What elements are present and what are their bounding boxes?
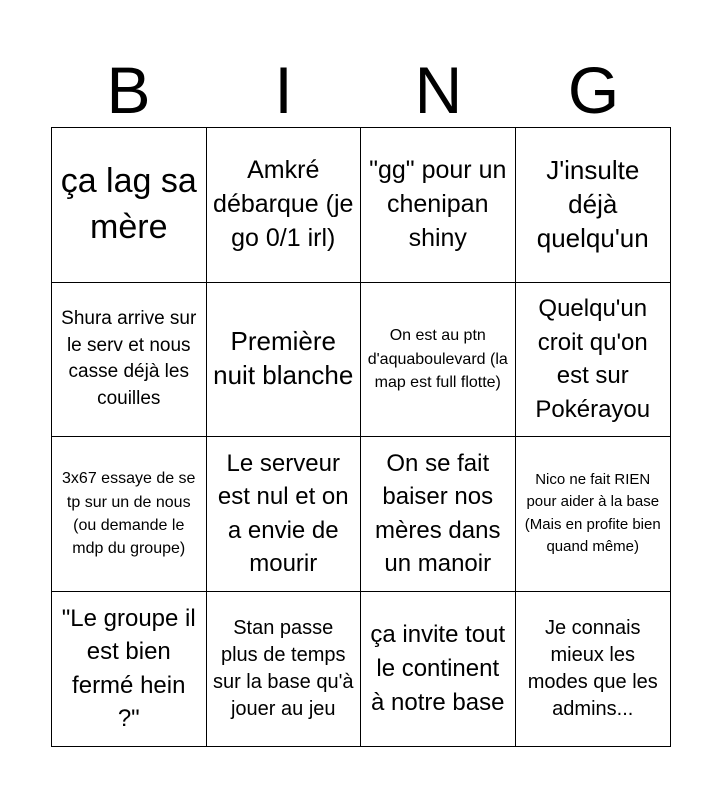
bingo-cell[interactable]: J'insulte déjà quelqu'un — [516, 128, 671, 283]
bingo-cell[interactable]: On est au ptn d'aquaboulevard (la map est full flotte) — [361, 283, 516, 438]
header-letter-g: G — [567, 53, 620, 127]
bingo-cell[interactable]: Le serveur est nul et on a envie de mourir — [207, 437, 362, 592]
bingo-board — [51, 127, 671, 747]
header-letter-b: B — [106, 53, 151, 127]
bingo-cell[interactable]: ça invite tout le continent à notre base — [361, 592, 516, 747]
bingo-cell[interactable]: Quelqu'un croit qu'on est sur Pokérayou — [516, 283, 671, 438]
header-letter-i: I — [274, 53, 293, 127]
bingo-cell[interactable]: 3x67 essaye de se tp sur un de nous (ou demande le mdp du groupe) — [52, 437, 207, 592]
bingo-cell[interactable]: On se fait baiser nos mères dans un manoir — [361, 437, 516, 592]
bingo-cell[interactable]: Shura arrive sur le serv et nous casse déjà les couilles — [52, 283, 207, 438]
bingo-cell[interactable]: "gg" pour un chenipan shiny — [361, 128, 516, 283]
bingo-cell[interactable]: "Le groupe il est bien fermé hein ?" — [52, 592, 207, 747]
bingo-cell[interactable]: Première nuit blanche — [207, 283, 362, 438]
bingo-cell[interactable]: Amkré débarque (je go 0/1 irl) — [207, 128, 362, 283]
header-letter-n: N — [414, 53, 463, 127]
bingo-cell[interactable]: Je connais mieux les modes que les admins... — [527, 616, 658, 720]
bingo-header — [51, 52, 671, 128]
bingo-cell[interactable]: ça lag sa mère — [52, 128, 207, 283]
bingo-cell[interactable]: Stan passe plus de temps sur la base qu'à jouer au jeu — [207, 592, 362, 747]
bingo-cell[interactable]: Nico ne fait RIEN pour aider à la base (Mais en profite bien quand même) — [516, 437, 671, 592]
